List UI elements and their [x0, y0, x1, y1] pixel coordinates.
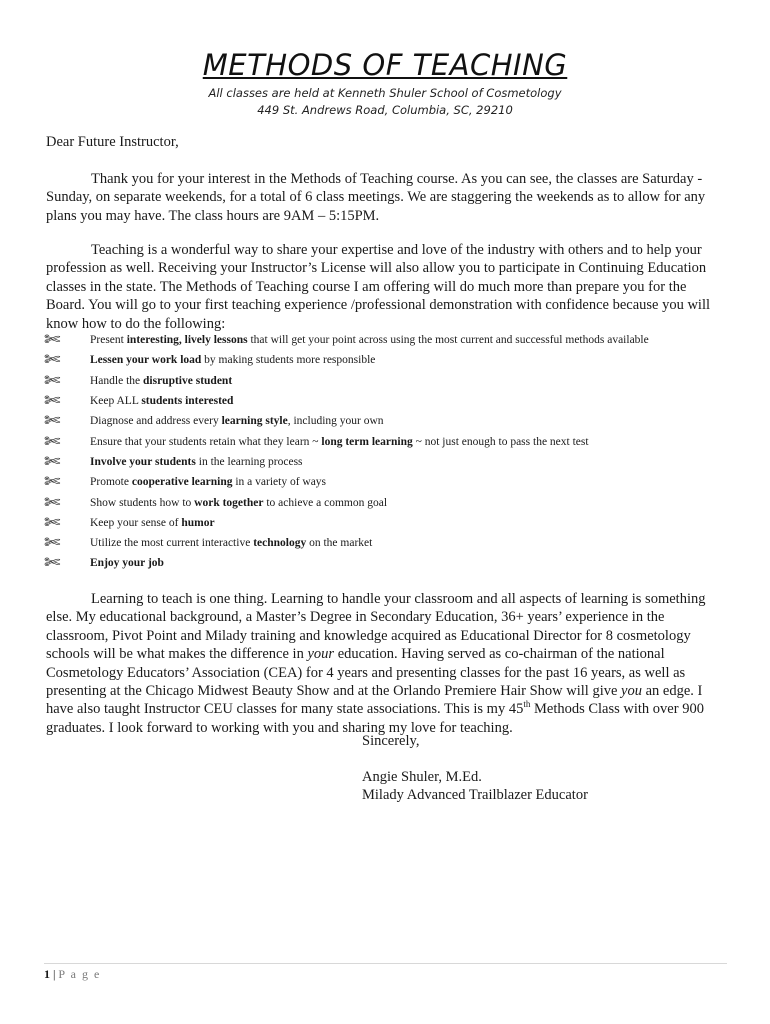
list-item	[44, 431, 649, 451]
list-item-text	[90, 375, 232, 387]
scissors-icon: ✄	[44, 533, 61, 554]
paragraph-intro: Thank you for your interest in the Methods of Teaching course. As you can see, the classes are Saturday - Sunday, on separate weekends, for a total of 6 class meetings. We are staggering the weekends as to allow for any plans you may have. The class hours are 9AM – 5:15PM.	[46, 171, 706, 224]
list-item	[44, 330, 649, 350]
list-item	[44, 452, 649, 472]
list-item-text-pre: Present	[90, 334, 127, 347]
scissors-icon: ✄	[44, 431, 61, 452]
scissors-icon: ✄	[44, 553, 61, 574]
list-item	[44, 350, 649, 370]
page-label: P a g e	[58, 967, 101, 981]
list-item-text-bold: Lessen your work load	[90, 354, 202, 367]
list-item-text-post: in the learning process	[195, 455, 303, 468]
footer-divider	[44, 963, 727, 964]
list-item-text	[90, 537, 372, 549]
list-item-text-bold: technology	[253, 537, 307, 550]
list-item-text-pre: Handle the	[90, 374, 144, 387]
paragraph-teaching: Teaching is a wonderful way to share your expertise and love of the industry with others and to help your profession as well. Receiving your Instructor’s License will also allow you to participate in Continuing Education classes in the state. The Methods of Teaching course I am offering will do much more than prepare you for the Board. You will go to your first teaching experience /professional demonstration with confidence because you will know how to do the following:	[46, 242, 711, 332]
background-text-4: Methods Class with over 900 graduates. I look forward to working with you and sharing my love for teaching.	[46, 701, 704, 736]
scissors-icon: ✄	[44, 472, 61, 493]
footer-separator: |	[50, 967, 59, 981]
background-text-1: Learning to teach is one thing. Learning to handle your classroom and all aspects of learning is something else. My educational background, a Master’s Degree in Secondary Education, 36+ years’ experience in the classroom, Pivot Point and Milady training and knowledge acquired as Educational Director for 8 cosmetology schools will be what makes the difference in	[46, 591, 706, 663]
list-item-text-bold: learning style	[221, 415, 288, 428]
list-item	[44, 411, 649, 431]
page-number: 1	[44, 967, 50, 981]
list-item-text	[90, 476, 326, 488]
list-item-text	[90, 354, 375, 366]
list-item-text	[90, 334, 649, 346]
list-item-text	[90, 415, 384, 427]
list-item-text-bold: interesting, lively lessons	[126, 334, 248, 347]
list-item-text	[90, 517, 215, 529]
list-item-text	[90, 456, 303, 468]
list-item-text-bold: students interested	[141, 395, 234, 408]
list-item-text-post: in a variety of ways	[232, 476, 327, 489]
list-item-text-pre: Show students how to	[90, 496, 195, 509]
paragraph-background	[46, 590, 722, 737]
salutation: Dear Future Instructor,	[46, 134, 179, 150]
list-item	[44, 472, 649, 492]
list-item-text-pre: Keep ALL	[90, 395, 142, 408]
list-item-text	[90, 395, 233, 407]
list-item-text-bold: work together	[194, 496, 264, 509]
scissors-icon: ✄	[44, 411, 61, 432]
list-item-text-bold: cooperative learning	[131, 476, 233, 489]
list-item-text-post: on the market	[306, 537, 373, 550]
scissors-icon: ✄	[44, 492, 61, 513]
list-item	[44, 533, 649, 553]
page-footer	[44, 967, 101, 982]
list-item-text	[90, 497, 387, 509]
scissors-icon: ✄	[44, 391, 61, 412]
list-item	[44, 553, 649, 573]
list-item	[44, 513, 649, 533]
list-item-text-pre: Keep your sense of	[90, 516, 182, 529]
benefits-list	[44, 330, 649, 574]
scissors-icon: ✄	[44, 512, 61, 533]
list-item-text-bold: long term learning	[321, 435, 413, 448]
signer-title: Milady Advanced Trailblazer Educator	[362, 787, 588, 803]
list-item-text-bold: Enjoy your job	[90, 557, 164, 570]
list-item-text-pre: Diagnose and address every	[90, 415, 222, 428]
list-item-text-bold: Involve your students	[90, 455, 196, 468]
background-emphasis-you: you	[621, 683, 642, 700]
list-item-text-bold: humor	[181, 516, 215, 529]
signer-name: Angie Shuler, M.Ed.	[362, 769, 482, 785]
list-item	[44, 371, 649, 391]
list-item-text-post: by making students more responsible	[201, 354, 376, 367]
background-text-2: education. Having served as co-chairman of the national Cosmetology Educators’ Association (CEA) for 4 years and presenting classes for the past 16 years, as well as presenting at the Chicago Midwest Beauty Show and at the Orlando Premiere Hair Show will give	[46, 646, 686, 700]
document-title: METHODS OF TEACHING	[202, 48, 568, 82]
list-item-text-post: that will get your point across using the most current and successful methods available	[247, 334, 649, 347]
list-item	[44, 492, 649, 512]
list-item-text	[90, 436, 589, 448]
ordinal-suffix: th	[523, 699, 531, 710]
sign-off: Sincerely,	[362, 733, 420, 749]
scissors-icon: ✄	[44, 350, 61, 371]
scissors-icon: ✄	[44, 330, 61, 351]
list-item-text-post: ~ not just enough to pass the next test	[412, 435, 589, 448]
list-item	[44, 391, 649, 411]
list-item-text-post: to achieve a common goal	[263, 496, 388, 509]
scissors-icon: ✄	[44, 451, 61, 472]
list-item-text-pre: Ensure that your students retain what they learn ~	[90, 435, 322, 448]
background-emphasis-your: your	[307, 646, 335, 663]
list-item-text	[90, 557, 164, 569]
list-item-text-post: , including your own	[287, 415, 384, 428]
scissors-icon: ✄	[44, 370, 61, 391]
list-item-text-pre: Promote	[90, 476, 132, 489]
list-item-text-bold: disruptive student	[143, 374, 233, 387]
background-text-3: an edge. I have also taught Instructor CEU classes for many state associations. This is my 45	[46, 683, 703, 718]
list-item-text-pre: Utilize the most current interactive	[90, 537, 254, 550]
location-line-school: All classes are held at Kenneth Shuler School of Cosmetology	[208, 86, 562, 100]
location-line-address: 449 St. Andrews Road, Columbia, SC, 29210	[257, 103, 513, 117]
